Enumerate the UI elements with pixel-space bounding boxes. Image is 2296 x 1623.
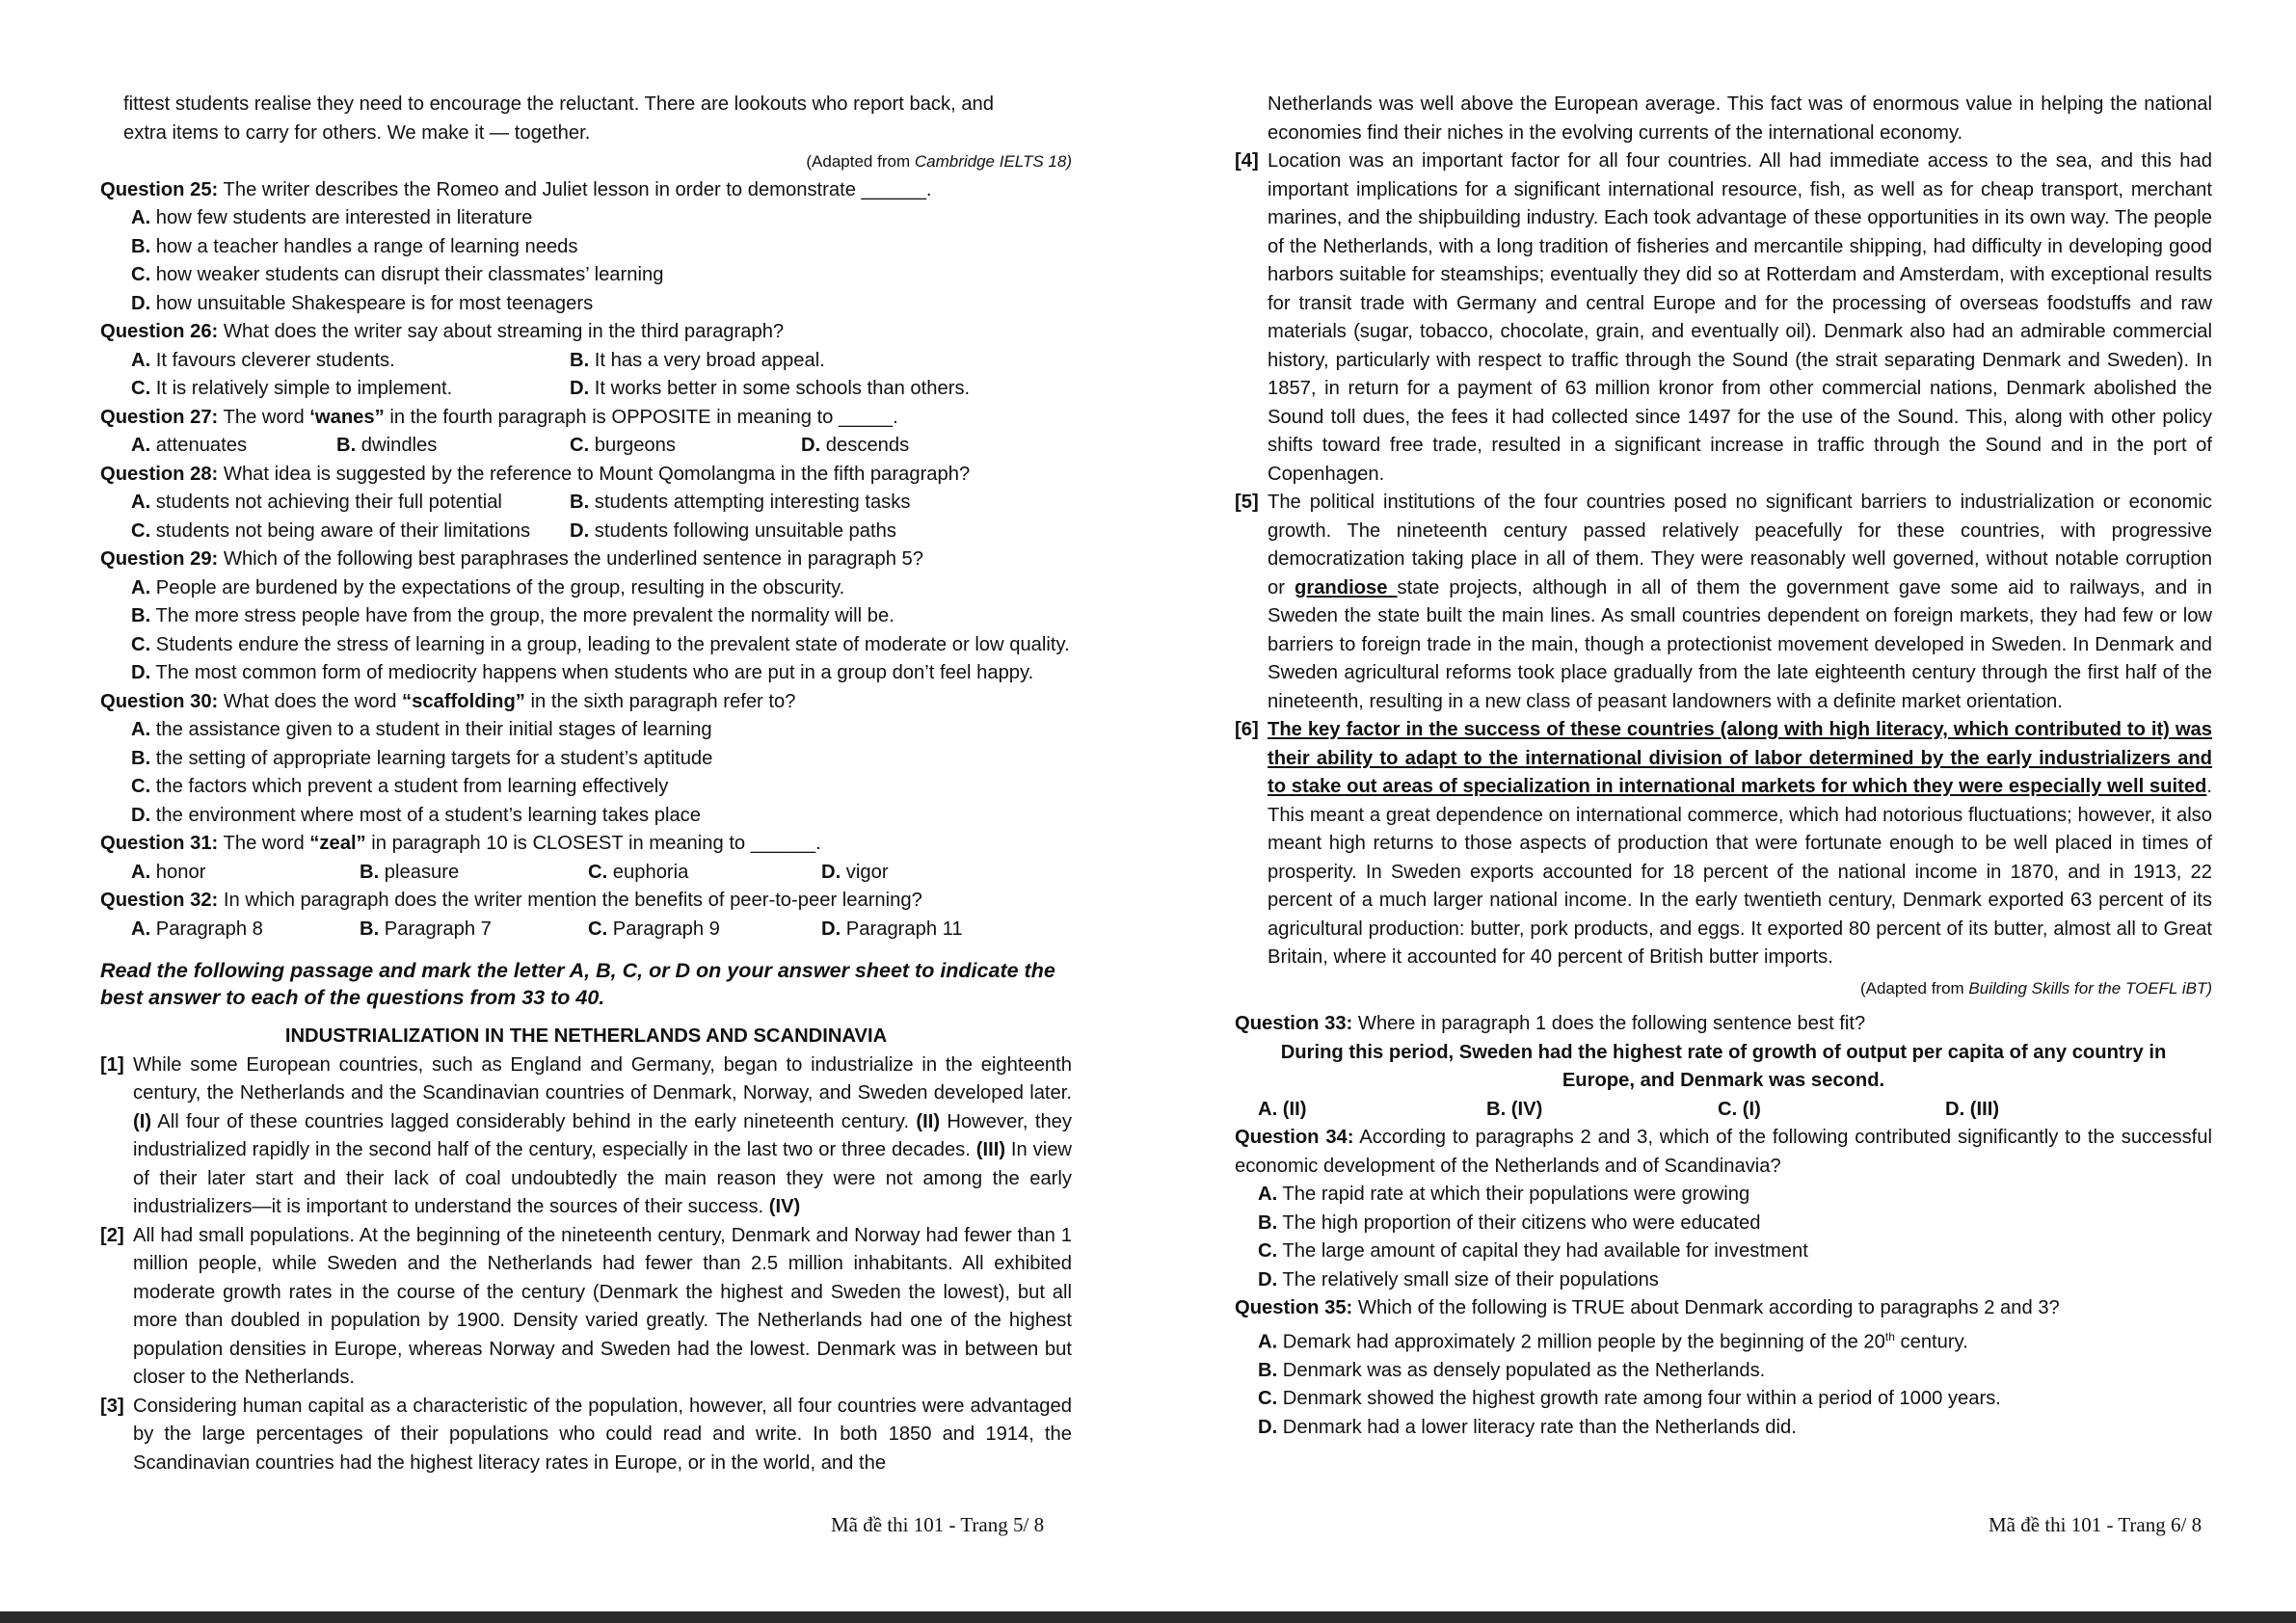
q28-option-c[interactable]: C. students not being aware of their limitations (131, 519, 531, 542)
question-31: Question 31: The word “zeal” in paragraph 10 is CLOSEST in meaning to ______. (100, 833, 821, 854)
q33-option-b[interactable]: B. (IV) (1486, 1098, 1543, 1120)
q31-options (100, 859, 1072, 888)
question-33: Question 33: Where in paragraph 1 does the following sentence best fit? (1235, 1013, 1866, 1034)
marker-ii: (II) (916, 1110, 941, 1132)
q30-option-a[interactable]: A. the assistance given to a student in their initial stages of learning (131, 719, 712, 740)
paragraph-5: [5] The political institutions of the four countries posed no significant barriers to industrialization or economic growth. The nineteenth century passed relatively peacefully for these countries, with progressive democratization taking place in all of them. They were reasonably well governed, without notable corruption or grandiose state projects, although in all of them the government gave some aid to railways, and in Sweden the state built the main lines. As small countries dependent on foreign markets, they had few or low barriers to foreign trade in the main, though a protectionist movement developed in Sweden. In Denmark and Sweden agricultural reforms took place gradually from the late eighteenth century through the first half of the nineteenth, resulting in a new class of peasant landowners with a definite market orientation. (1235, 492, 2212, 712)
q32-option-d[interactable]: D. Paragraph 11 (821, 918, 963, 940)
q25-option-c[interactable]: C. how weaker students can disrupt their classmates’ learning (131, 264, 664, 285)
q30-option-c[interactable]: C. the factors which prevent a student from learning effectively (131, 776, 669, 797)
page-footer-right: Mã đề thi 101 - Trang 6/ 8 (1989, 1513, 2203, 1536)
page-6 (1148, 0, 2296, 1623)
source-citation: (Adapted from Cambridge IELTS 18) (806, 152, 1072, 171)
word-grandiose: grandiose (1295, 576, 1398, 599)
underlined-sentence: The key factor in the success of these countries (along with high literacy, which contributed to it) was their ability to adapt to the international division of labor determined by the early industrializers and to stake out areas of specialization in international markets for which they were especially well suited (1268, 719, 2212, 797)
question-29: Question 29: Which of the following best paraphrases the underlined sentence in paragraph 5? (100, 548, 923, 570)
q33-option-c[interactable]: C. (I) (1718, 1098, 1761, 1120)
question-32: Question 32: In which paragraph does the writer mention the benefits of peer-to-peer learning? (100, 890, 922, 911)
q32-option-c[interactable]: C. Paragraph 9 (588, 918, 720, 940)
q32-option-b[interactable]: B. Paragraph 7 (360, 918, 492, 940)
q29-option-d[interactable]: D. The most common form of mediocrity happens when students who are put in a group don’t feel happy. (131, 662, 1034, 683)
passage-title: INDUSTRIALIZATION IN THE NETHERLANDS AND SCANDINAVIA (284, 1025, 888, 1047)
marker-iii: (III) (975, 1139, 1006, 1160)
reading-instruction: Read the following passage and mark the letter A, B, C, or D on your answer sheet to indicate the best answer to each of the questions from 33 to 40. (100, 959, 1055, 1009)
q33-sentence: During this period, Sweden had the highest rate of growth of output per capita of any country in Europe, and Denmark was second. (1280, 1041, 2167, 1091)
marker-iv: (IV) (768, 1196, 801, 1217)
question-30: Question 30: What does the word “scaffolding” in the sixth paragraph refer to? (100, 690, 796, 712)
paragraph-6: [6] The key factor in the success of these countries (along with high literacy, which contributed to it) was their ability to adapt to the international division of labor determined by the early industrializers and to stake out areas of specialization in international markets for which they were especially well suited. This meant a great dependence on international commerce, which had notorious fluctuations; however, it also meant high returns to those aspects of production that were fortunate enough to be well placed in times of prosperity. In Sweden exports accounted for 18 percent of the national income in 1870, and in 1913, 22 percent of a much larger national income. In the early twentieth century, Denmark exported 63 percent of its agricultural production: butter, pork products, and eggs. It exported 80 percent of its butter, almost all to Great Britain, where it accounted for 40 percent of British butter imports. (1235, 719, 2212, 968)
paragraph-3: [3] Considering human capital as a characteristic of the population, however, all four countries were advantaged by the large percentages of their populations who could read and write. In both 1850 and 1914, the Scandinavian countries had the highest literacy rates in Europe, or in the world, and the (100, 1395, 1072, 1474)
q34-option-c[interactable]: C. The large amount of capital they had available for investment (1258, 1240, 1808, 1262)
page-footer-left: Mã đề thi 101 - Trang 5/ 8 (831, 1513, 1045, 1536)
q31-option-c[interactable]: C. euphoria (588, 861, 689, 883)
q35-option-d[interactable]: D. Denmark had a lower literacy rate than the Netherlands did. (1258, 1416, 1797, 1438)
q28-options-row1 (100, 489, 1072, 518)
question-35: Question 35: Which of the following is TRUE about Denmark according to paragraphs 2 and 3? (1235, 1297, 2060, 1318)
q33-option-d[interactable]: D. (III) (1945, 1098, 2000, 1120)
right-column (1235, 91, 2212, 1442)
q34-option-a[interactable]: A. The rapid rate at which their populations were growing (1258, 1184, 1750, 1205)
question-34: Question 34: According to paragraphs 2 and 3, which of the following contributed significantly to the successful economic development of the Netherlands and of Scandinavia? (1235, 1127, 2212, 1177)
q28-options-row2 (100, 518, 1072, 546)
q26-option-b[interactable]: B. It has a very broad appeal. (570, 349, 825, 371)
scan-edge-border (0, 1611, 2296, 1623)
q35-option-c[interactable]: C. Denmark showed the highest growth rate among four within a period of 1000 years. (1258, 1388, 2001, 1410)
paragraph-4: [4] Location was an important factor for all four countries. All had immediate access to the sea, and this had important implications for a significant international resource, fish, as well as for cheap transport, merchant marines, and the shipbuilding industry. Each took advantage of these opportunities in its own way. The people of the Netherlands, with a long tradition of fisheries and mercantile shipping, had difficulty in developing good harbors suitable for steamships; eventually they did so at Rotterdam and Amsterdam, with exceptional results for transit trade with Germany and central Europe and for the processing of overseas foodstuffs and raw materials (sugar, tobacco, chocolate, grain, and eventually oil). Denmark also had an admirable commercial history, particularly with respect to traffic through the Sound (the strait separating Denmark and Sweden). In 1857, in return for a payment of 63 million kronor from other commercial nations, Denmark abolished the Sound toll dues, the fees it had collected since 1497 for the use of the Sound. This, along with other policy shifts toward free trade, resulted in a significant increase in traffic through the Sound and in the port of Copenhagen. (1235, 150, 2212, 485)
question-25: Question 25: The writer describes the Romeo and Juliet lesson in order to demonstrate ______. (100, 178, 932, 200)
q34-option-b[interactable]: B. The high proportion of their citizens who were educated (1258, 1211, 1761, 1234)
paragraph-2: [2] All had small populations. At the beginning of the nineteenth century, Denmark and Norway had fewer than 1 million people, while Sweden and the Netherlands had fewer than 2.5 million inhabitants. All exhibited moderate growth rates in the course of the century (Denmark the highest and Sweden the lowest), but all more than doubled in population by 1900. Density varied greatly. The Netherlands had one of the highest population densities in Europe, whereas Norway and Sweden had the lowest. Denmark was in between but closer to the Netherlands. (100, 1224, 1072, 1388)
q35-option-b[interactable]: B. Denmark was as densely populated as the Netherlands. (1258, 1359, 1766, 1381)
q29-option-c[interactable]: C. Students endure the stress of learning in a group, leading to the prevalent state of moderate or low quality. (131, 633, 1070, 655)
q33-options (1235, 1096, 2212, 1125)
q31-option-a[interactable]: A. honor (131, 861, 206, 883)
q25-option-a[interactable]: A. how few students are interested in literature (131, 207, 533, 228)
q29-option-a[interactable]: A. People are burdened by the expectations of the group, resulting in the obscurity. (131, 576, 845, 599)
q35-option-a[interactable]: A. Demark had approximately 2 million people by the beginning of the 20th century. (1258, 1329, 1968, 1353)
q30-option-b[interactable]: B. the setting of appropriate learning targets for a student’s aptitude (131, 747, 713, 769)
passage-ending: fittest students realise they need to encourage the reluctant. There are lookouts who report back, and extra items to carry for others. We make it — together. (123, 93, 995, 144)
q27-option-b[interactable]: B. dwindles (336, 435, 438, 456)
question-26: Question 26: What does the writer say about streaming in the third paragraph? (100, 321, 785, 342)
q27-option-c[interactable]: C. burgeons (570, 435, 676, 456)
q30-option-d[interactable]: D. the environment where most of a student’s learning takes place (131, 804, 701, 826)
paragraph-1: [1] While some European countries, such as England and Germany, began to industrialize in the eighteenth century, the Netherlands and the Scandinavian countries of Denmark, Norway, and Sweden developed later. (I) All four of these countries lagged considerably behind in the early nineteenth century. (II) However, they industrialized rapidly in the second half of the century, especially in the last two or three decades. (III) In view of their later start and their lack of coal undoubtedly the main reason they were not among the early industrializers—it is important to understand the sources of their success. (IV) (100, 1053, 1072, 1217)
q26-options-row2 (100, 375, 1072, 404)
q26-option-a[interactable]: A. It favours cleverer students. (131, 349, 395, 371)
q29-option-b[interactable]: B. The more stress people have from the group, the more prevalent the normality will be. (131, 605, 894, 626)
q27-option-d[interactable]: D. descends (801, 435, 910, 456)
q28-option-d[interactable]: D. students following unsuitable paths (570, 519, 896, 542)
question-27: Question 27: The word ‘wanes” in the fourth paragraph is OPPOSITE in meaning to _____. (100, 406, 898, 428)
q26-option-d[interactable]: D. It works better in some schools than others. (570, 378, 971, 399)
paragraph-3-continued: Netherlands was well above the European average. This fact was of enormous value in helping the national economies find their niches in the evolving currents of the international economy. (1268, 93, 2212, 144)
q32-option-a[interactable]: A. Paragraph 8 (131, 918, 263, 940)
q33-option-a[interactable]: A. (II) (1258, 1098, 1307, 1120)
q26-option-c[interactable]: C. It is relatively simple to implement. (131, 378, 453, 399)
q34-option-d[interactable]: D. The relatively small size of their populations (1258, 1268, 1659, 1290)
q28-option-b[interactable]: B. students attempting interesting tasks (570, 492, 911, 513)
marker-i: (I) (133, 1110, 152, 1132)
q27-options (100, 432, 1072, 461)
q32-options (100, 916, 1072, 945)
q25-option-b[interactable]: B. how a teacher handles a range of learning needs (131, 235, 578, 257)
q27-option-a[interactable]: A. attenuates (131, 435, 248, 456)
question-28: Question 28: What idea is suggested by the reference to Mount Qomolangma in the fifth paragraph? (100, 463, 971, 485)
left-column (100, 91, 1072, 1477)
q31-option-d[interactable]: D. vigor (821, 861, 889, 883)
q28-option-a[interactable]: A. students not achieving their full potential (131, 492, 502, 513)
source-citation-right: (Adapted from Building Skills for the TOEFL iBT) (1859, 978, 2212, 998)
q25-option-d[interactable]: D. how unsuitable Shakespeare is for most teenagers (131, 292, 594, 314)
q31-option-b[interactable]: B. pleasure (360, 861, 460, 883)
q26-options-row1 (100, 347, 1072, 376)
